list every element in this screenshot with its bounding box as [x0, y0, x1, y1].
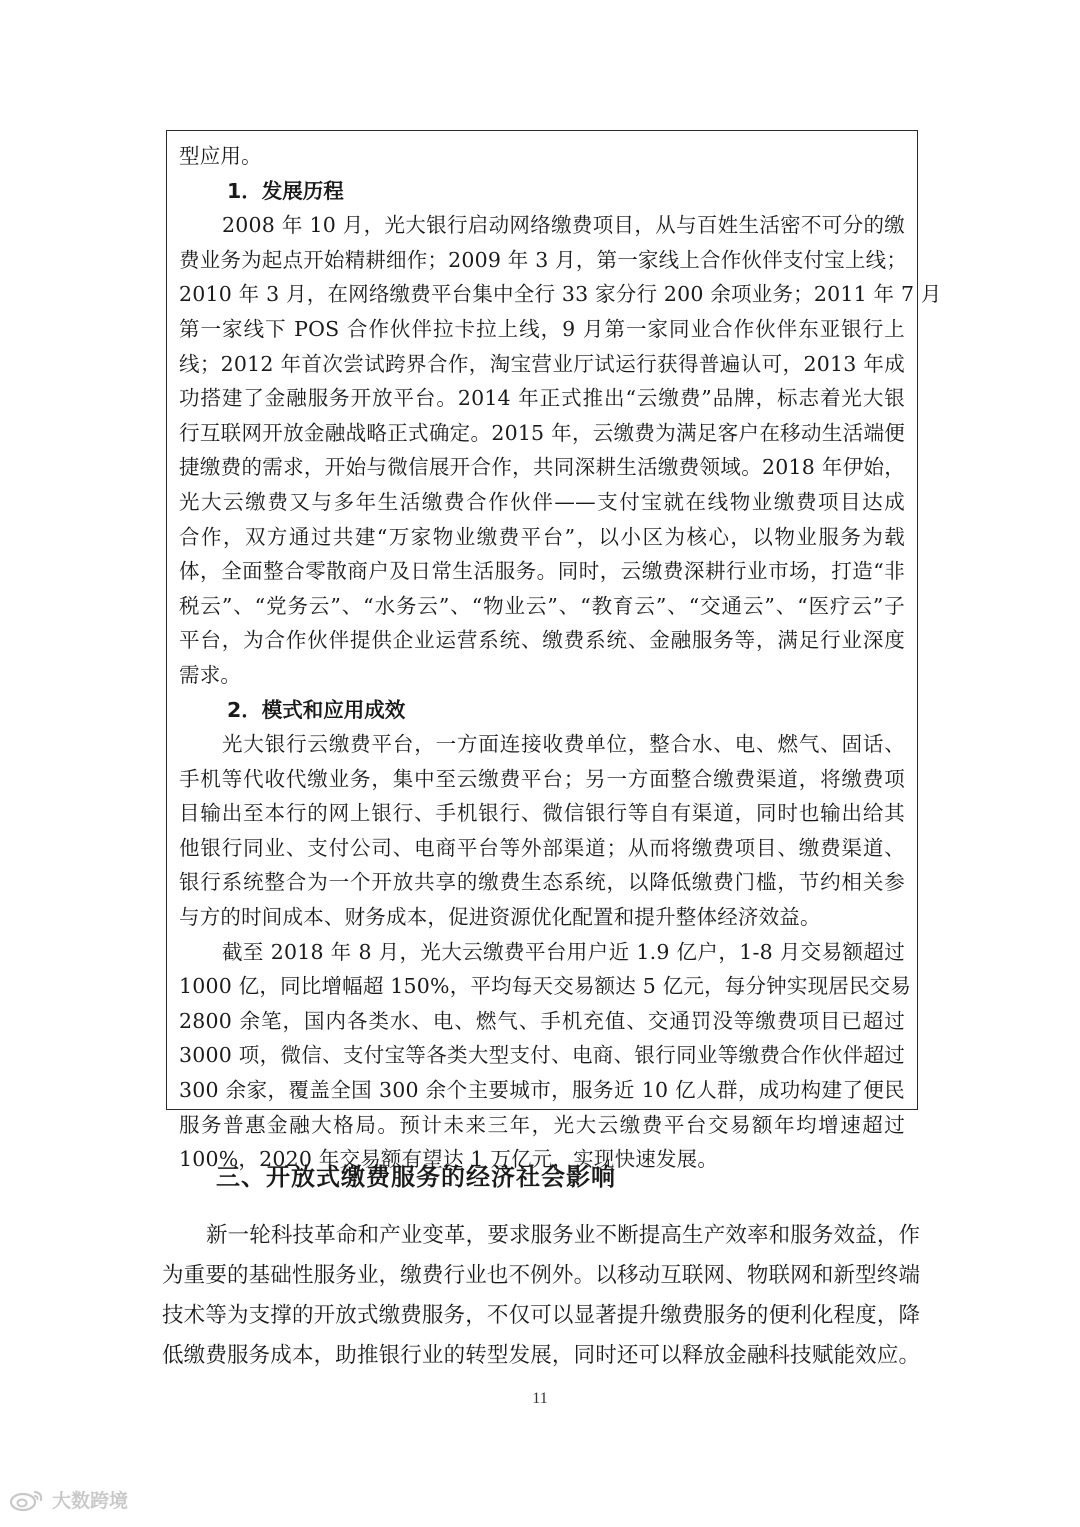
box-line: 目输出至本行的网上银行、手机银行、微信银行等自有渠道，同时也输出给其: [179, 801, 905, 826]
box-line: 2010 年 3 月，在网络缴费平台集中全行 33 家分行 200 余项业务；2011 年 7 月: [179, 282, 942, 307]
section-title: 三、开放式缴费服务的经济社会影响: [216, 1163, 616, 1191]
box-line: 截至 2018 年 8 月，光大云缴费平台用户近 1.9 亿户，1-8 月交易额超过: [222, 939, 905, 964]
box-line: 300 余家，覆盖全国 300 余个主要城市，服务近 10 亿人群，成功构建了便民: [179, 1078, 905, 1103]
box-line: 1000 亿，同比增幅超 150%，平均每天交易额达 5 亿元，每分钟实现居民交易: [179, 974, 912, 999]
box-line: 100%，2020 年交易额有望达 1 万亿元，实现快速发展。: [179, 1147, 719, 1172]
heading-model-and-results: 2．模式和应用成效: [227, 697, 406, 722]
box-line: 光大银行云缴费平台，一方面连接收费单位，整合水、电、燃气、固话、: [222, 732, 905, 757]
box-line: 捷缴费的需求，开始与微信展开合作，共同深耕生活缴费领域。2018 年伊始，: [179, 455, 905, 480]
box-line: 3000 项，微信、支付宝等各类大型支付、电商、银行同业等缴费合作伙伴超过: [179, 1043, 905, 1068]
box-line: 费业务为起点开始精耕细作；2009 年 3 月，第一家线上合作伙伴支付宝上线；: [179, 247, 908, 272]
weibo-logo-icon: [8, 1488, 46, 1512]
body-line: 新一轮科技革命和产业变革，要求服务业不断提高生产效率和服务效益，作: [206, 1223, 920, 1248]
box-line: 2008 年 10 月，光大银行启动网络缴费项目，从与百姓生活密不可分的缴: [222, 213, 905, 238]
box-line: 功搭建了金融服务开放平台。2014 年正式推出“云缴费”品牌，标志着光大银: [179, 386, 905, 411]
box-line: 第一家线下 POS 合作伙伴拉卡拉上线，9 月第一家同业合作伙伴东亚银行上: [179, 316, 905, 341]
box-line: 税云”、“党务云”、“水务云”、“物业云”、“教育云”、“交通云”、“医疗云”子: [179, 593, 905, 618]
box-line: 与方的时间成本、财务成本，促进资源优化配置和提升整体经济效益。: [179, 905, 821, 930]
section-body: [162, 1216, 920, 1376]
body-line: 技术等为支撑的开放式缴费服务，不仅可以显著提升缴费服务的便利化程度，降: [162, 1303, 920, 1328]
page-number: 11: [532, 1390, 548, 1407]
box-line: 光大云缴费又与多年生活缴费合作伙伴——支付宝就在线物业缴费项目达成: [179, 489, 905, 514]
box-line: 手机等代收代缴业务，集中至云缴费平台；另一方面整合缴费渠道，将缴费项: [179, 766, 905, 791]
box-line: 服务普惠金融大格局。预计未来三年，光大云缴费平台交易额年均增速超过: [179, 1112, 905, 1137]
box-line: 合作，双方通过共建“万家物业缴费平台”，以小区为核心，以物业服务为载: [179, 524, 905, 549]
body-line: 低缴费服务成本，助推银行业的转型发展，同时还可以释放金融科技赋能效应。: [162, 1343, 920, 1368]
case-study-box: [166, 130, 942, 1172]
box-line: 平台，为合作伙伴提供企业运营系统、缴费系统、金融服务等，满足行业深度: [179, 628, 905, 653]
watermark: [8, 1486, 128, 1513]
watermark-text: 大数跨境: [52, 1490, 129, 1512]
box-line: 他银行同业、支付公司、电商平台等外部渠道；从而将缴费项目、缴费渠道、: [179, 835, 905, 860]
heading-development-history: 1．发展历程: [227, 178, 344, 203]
body-line: 为重要的基础性服务业，缴费行业也不例外。以移动互联网、物联网和新型终端: [162, 1263, 920, 1288]
box-line: 体，全面整合零散商户及日常生活服务。同时，云缴费深耕行业市场，打造“非: [179, 559, 905, 584]
box-line: 2800 余笔，国内各类水、电、燃气、手机充值、交通罚没等缴费项目已超过: [179, 1008, 905, 1033]
box-line: 型应用。: [179, 144, 262, 168]
box-line: 银行系统整合为一个开放共享的缴费生态系统，以降低缴费门槛，节约相关参: [179, 870, 905, 895]
box-line: 行互联网开放金融战略正式确定。2015 年，云缴费为满足客户在移动生活端便: [179, 420, 905, 445]
box-line: 线；2012 年首次尝试跨界合作，淘宝营业厅试运行获得普遍认可，2013 年成: [179, 351, 905, 376]
box-line: 需求。: [179, 662, 242, 687]
